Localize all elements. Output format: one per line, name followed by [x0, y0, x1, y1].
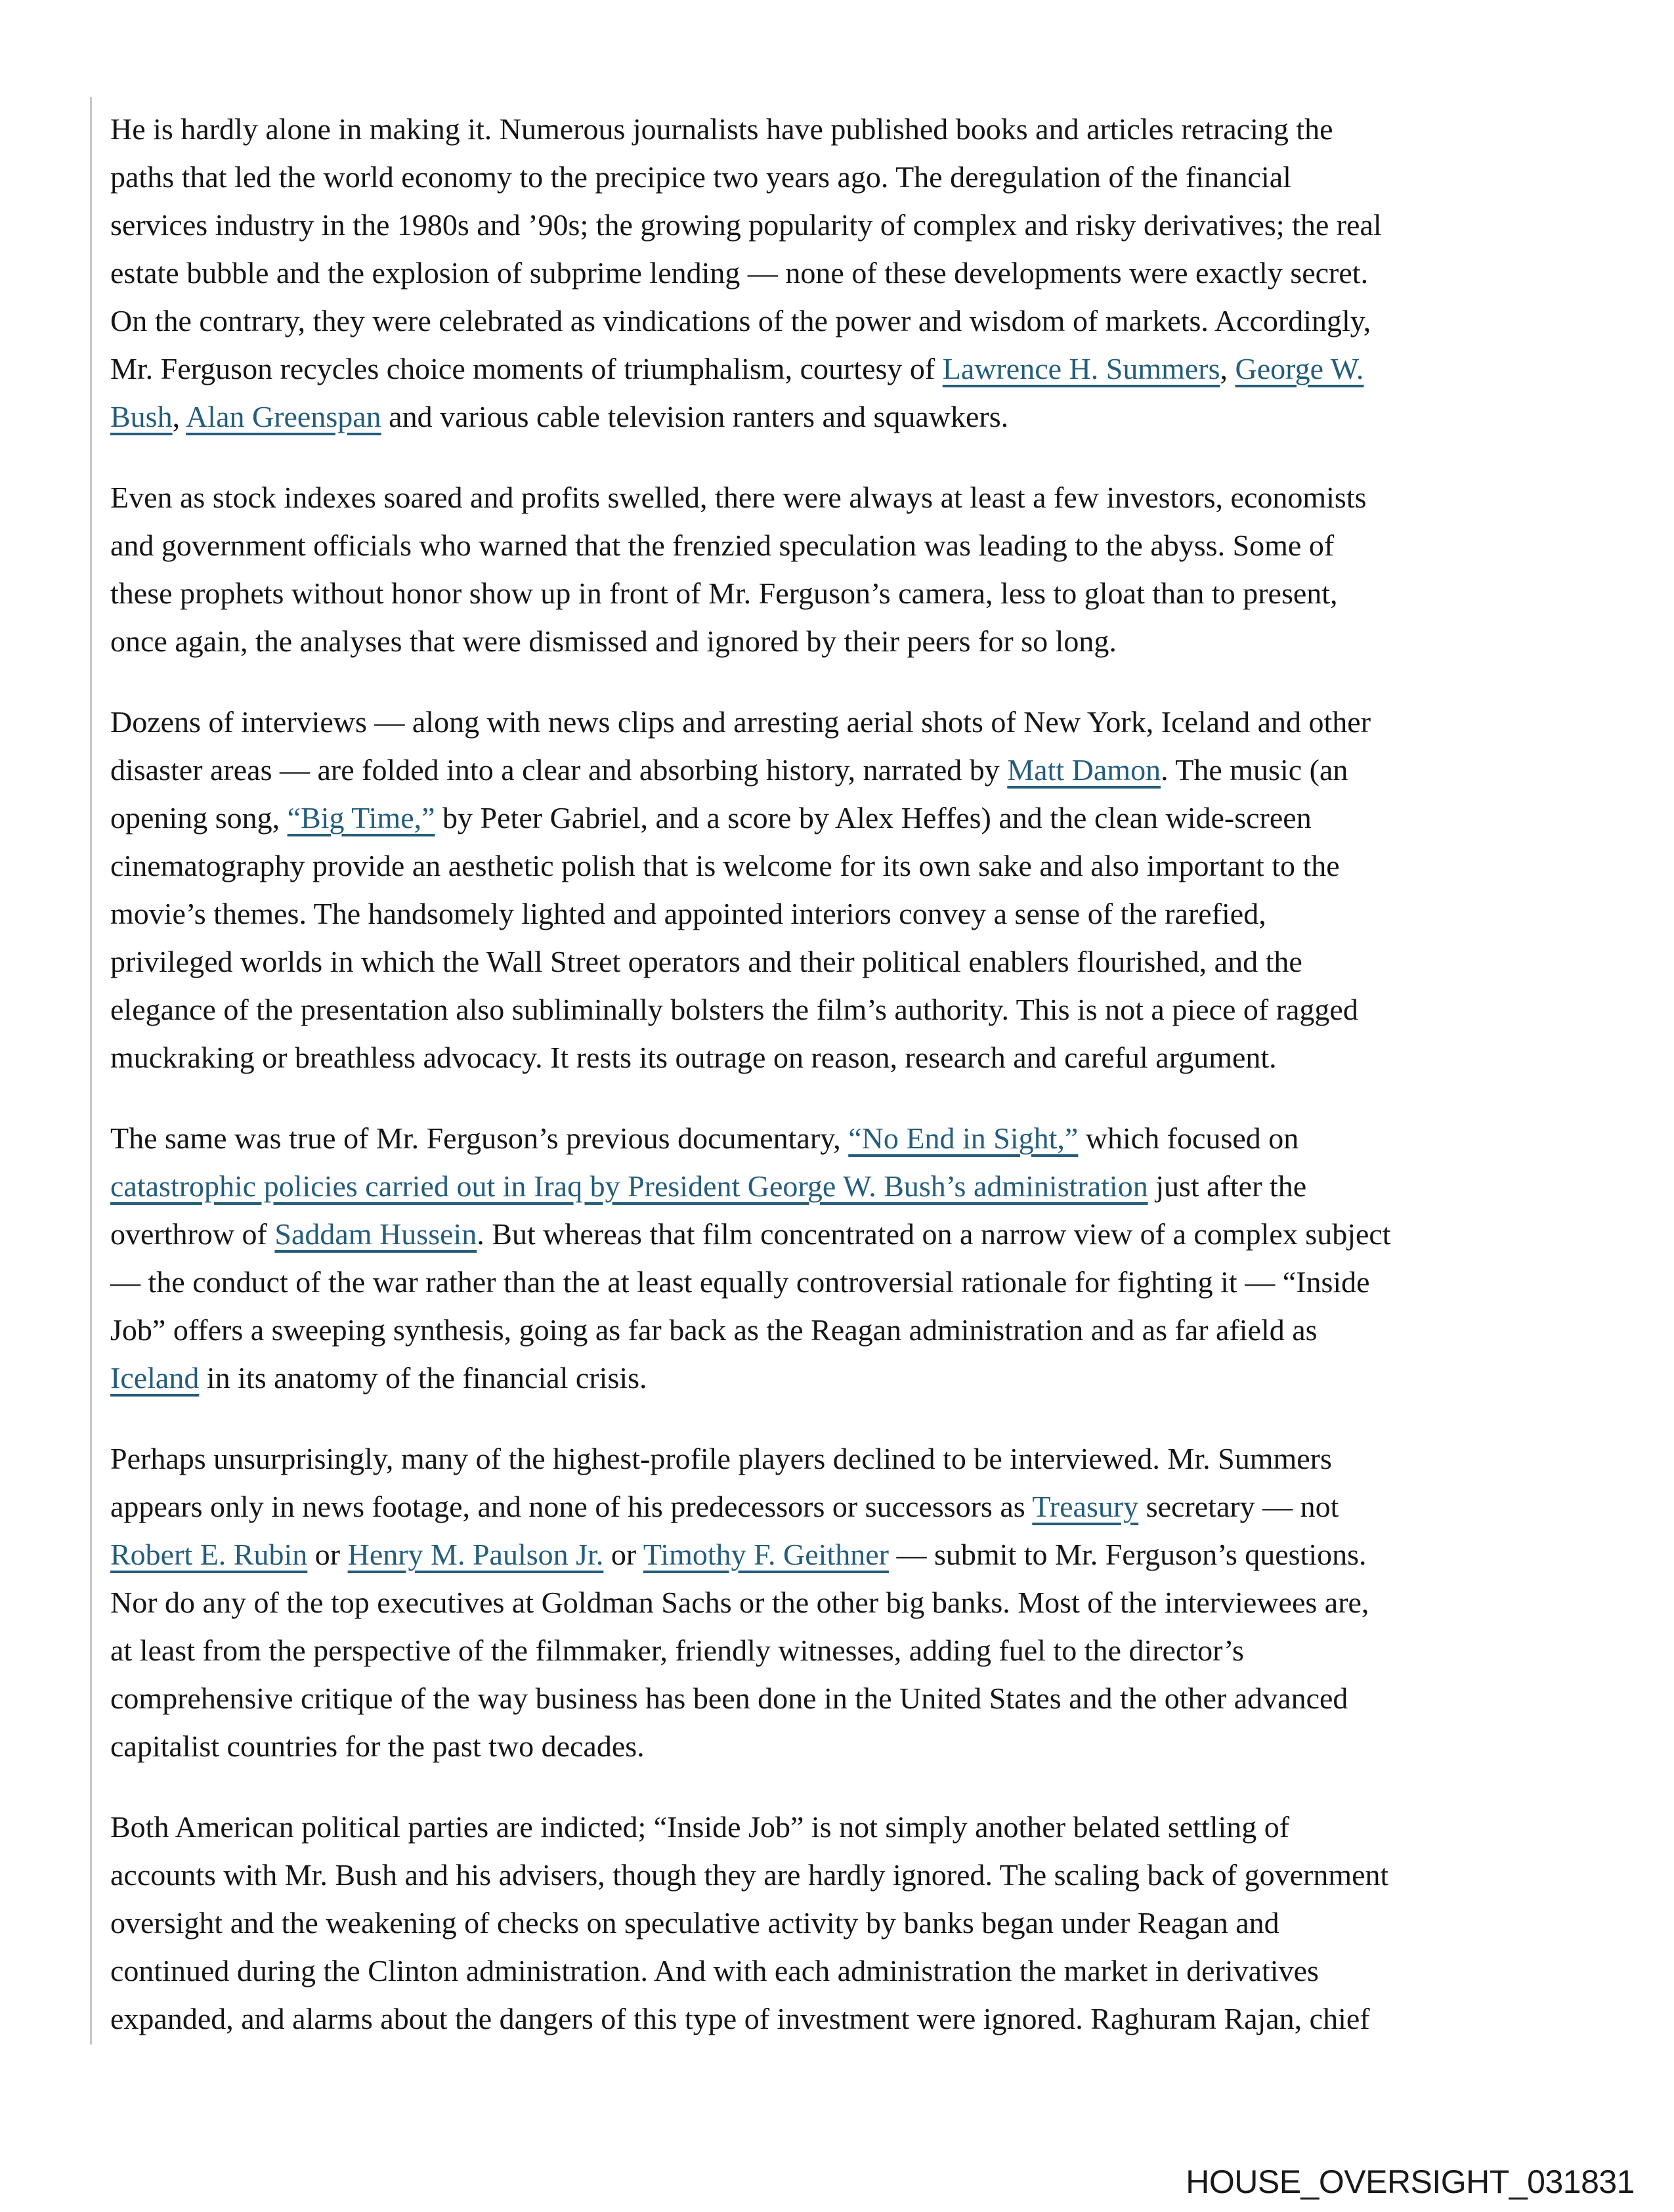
text-line	[110, 1803, 1594, 1851]
text-run: continued during the Clinton administration. And with each administration the market in derivatives	[110, 1954, 1319, 1987]
text-line	[110, 938, 1594, 986]
text-line	[110, 1435, 1594, 1483]
text-run: movie’s themes. The handsomely lighted and appointed interiors convey a sense of the rarefied,	[110, 897, 1266, 930]
text-line	[110, 201, 1594, 249]
text-run: capitalist countries for the past two decades.	[110, 1729, 645, 1763]
text-line	[110, 1354, 1594, 1402]
text-run: elegance of the presentation also subliminally bolsters the film’s authority. This is not a piece of ragged	[110, 993, 1358, 1026]
text-run: in its anatomy of the financial crisis.	[199, 1361, 647, 1395]
text-run: accounts with Mr. Bush and his advisers, though they are hardly ignored. The scaling back of government	[110, 1858, 1389, 1892]
paragraph	[110, 1803, 1594, 2043]
inline-link[interactable]: George W.	[1235, 352, 1364, 385]
text-line	[110, 1899, 1594, 1947]
inline-link[interactable]: Saddam Hussein	[274, 1217, 477, 1251]
text-run: Nor do any of the top executives at Goldman Sachs or the other big banks. Most of the interviewees are,	[110, 1586, 1369, 1619]
text-line	[110, 393, 1594, 441]
text-line	[110, 1530, 1594, 1578]
text-line	[110, 698, 1594, 746]
text-run: appears only in news footage, and none of his predecessors or successors as	[110, 1490, 1033, 1523]
paragraph	[110, 1435, 1594, 1770]
paragraph	[110, 698, 1594, 1081]
text-line	[110, 1674, 1594, 1722]
text-line	[110, 1162, 1594, 1210]
text-line	[110, 890, 1594, 938]
text-line	[110, 1995, 1594, 2043]
quote-bar	[90, 97, 92, 2045]
text-run: He is hardly alone in making it. Numerous journalists have published books and articles retracing the	[110, 112, 1333, 146]
text-run: these prophets without honor show up in front of Mr. Ferguson’s camera, less to gloat than to present,	[110, 576, 1338, 610]
text-run: opening song,	[110, 801, 288, 835]
text-line	[110, 473, 1594, 521]
text-run: On the contrary, they were celebrated as vindications of the power and wisdom of markets. Accordingly,	[110, 304, 1371, 337]
article-body	[110, 105, 1594, 2075]
text-line	[110, 617, 1594, 665]
text-run: Both American political parties are indicted; “Inside Job” is not simply another belated settling of	[110, 1810, 1290, 1844]
text-run: muckraking or breathless advocacy. It rests its outrage on reason, research and careful argument.	[110, 1041, 1277, 1074]
inline-link[interactable]: Robert E. Rubin	[110, 1538, 308, 1571]
text-line	[110, 521, 1594, 569]
text-run: ,	[172, 400, 186, 433]
text-line	[110, 105, 1594, 153]
text-run: . But whereas that film concentrated on a narrow view of a complex subject	[477, 1217, 1391, 1251]
text-run: ,	[1220, 352, 1235, 385]
text-line	[110, 1851, 1594, 1899]
text-line	[110, 1483, 1594, 1530]
text-run: just after the	[1148, 1169, 1307, 1203]
text-run: cinematography provide an aesthetic polish that is welcome for its own sake and also important to the	[110, 849, 1340, 882]
inline-link[interactable]: Bush	[110, 400, 173, 433]
text-run: privileged worlds in which the Wall Street operators and their political enablers flourished, and the	[110, 945, 1302, 978]
inline-link[interactable]: Henry M. Paulson Jr.	[347, 1538, 604, 1571]
text-line	[110, 1210, 1594, 1258]
paragraph	[110, 105, 1594, 441]
text-run: — submit to Mr. Ferguson’s questions.	[888, 1538, 1367, 1571]
inline-link[interactable]: Treasury	[1032, 1490, 1139, 1523]
text-run: and government officials who warned that the frenzied speculation was leading to the abyss. Some of	[110, 529, 1335, 562]
inline-link[interactable]: Iceland	[110, 1361, 200, 1395]
text-run: Job” offers a sweeping synthesis, going as far back as the Reagan administration and as far afield as	[110, 1313, 1318, 1347]
inline-link[interactable]: Lawrence H. Summers	[942, 352, 1220, 385]
text-line	[110, 1947, 1594, 1995]
text-line	[110, 986, 1594, 1033]
inline-link[interactable]: Matt Damon	[1007, 753, 1161, 787]
text-line	[110, 249, 1594, 297]
text-run: and various cable television ranters and squawkers.	[381, 400, 1009, 433]
inline-link[interactable]: Alan Greenspan	[186, 400, 381, 433]
text-line	[110, 1722, 1594, 1770]
paragraph	[110, 473, 1594, 665]
text-run: services industry in the 1980s and ’90s; the growing popularity of complex and risky derivatives; the real	[110, 208, 1382, 242]
text-run: or	[603, 1538, 643, 1571]
text-run: comprehensive critique of the way business has been done in the United States and the other advanced	[110, 1681, 1348, 1715]
text-run: estate bubble and the explosion of subprime lending — none of these developments were exactly secret.	[110, 256, 1369, 290]
text-line	[110, 345, 1594, 393]
text-run: Dozens of interviews — along with news clips and arresting aerial shots of New York, Iceland and other	[110, 705, 1371, 739]
text-run: by Peter Gabriel, and a score by Alex Heffes) and the clean wide-screen	[435, 801, 1312, 835]
paragraph	[110, 1114, 1594, 1402]
text-run: The same was true of Mr. Ferguson’s previous documentary,	[110, 1121, 849, 1155]
text-run: Even as stock indexes soared and profits swelled, there were always at least a few investors, economists	[110, 481, 1367, 514]
text-run: expanded, and alarms about the dangers of this type of investment were ignored. Raghuram Rajan, chief	[110, 2002, 1370, 2035]
text-line	[110, 1306, 1594, 1354]
text-line	[110, 746, 1594, 794]
text-run: at least from the perspective of the filmmaker, friendly witnesses, adding fuel to the director’s	[110, 1634, 1244, 1667]
text-line	[110, 1114, 1594, 1162]
text-line	[110, 1578, 1594, 1626]
text-run: oversight and the weakening of checks on speculative activity by banks began under Reagan and	[110, 1906, 1279, 1940]
text-line	[110, 569, 1594, 617]
text-run: Perhaps unsurprisingly, many of the highest-profile players declined to be interviewed. Mr. Summers	[110, 1442, 1332, 1475]
text-line	[110, 297, 1594, 345]
footer-watermark: HOUSE_OVERSIGHT_031831	[1186, 2163, 1635, 2200]
text-run: or	[307, 1538, 348, 1571]
text-run: once again, the analyses that were dismissed and ignored by their peers for so long.	[110, 624, 1117, 658]
text-line	[110, 153, 1594, 201]
inline-link[interactable]: “Big Time,”	[287, 801, 435, 835]
text-run: paths that led the world economy to the precipice two years ago. The deregulation of the financial	[110, 160, 1291, 194]
text-line	[110, 1626, 1594, 1674]
text-line	[110, 794, 1594, 842]
text-line	[110, 1033, 1594, 1081]
text-run: disaster areas — are folded into a clear and absorbing history, narrated by	[110, 753, 1008, 787]
text-line	[110, 842, 1594, 890]
text-run: — the conduct of the war rather than the at least equally controversial rationale for fighting it — “Inside	[110, 1265, 1370, 1299]
inline-link[interactable]: catastrophic policies carried out in Iraq by President George W. Bush’s administration	[110, 1169, 1148, 1203]
text-run: secretary — not	[1138, 1490, 1339, 1523]
text-run: . The music (an	[1161, 753, 1348, 787]
text-run: which focused on	[1078, 1121, 1299, 1155]
text-run: overthrow of	[110, 1217, 275, 1251]
text-run: Mr. Ferguson recycles choice moments of triumphalism, courtesy of	[110, 352, 943, 385]
text-line	[110, 1258, 1594, 1306]
inline-link[interactable]: Timothy F. Geithner	[643, 1538, 889, 1571]
inline-link[interactable]: “No End in Sight,”	[848, 1121, 1079, 1155]
